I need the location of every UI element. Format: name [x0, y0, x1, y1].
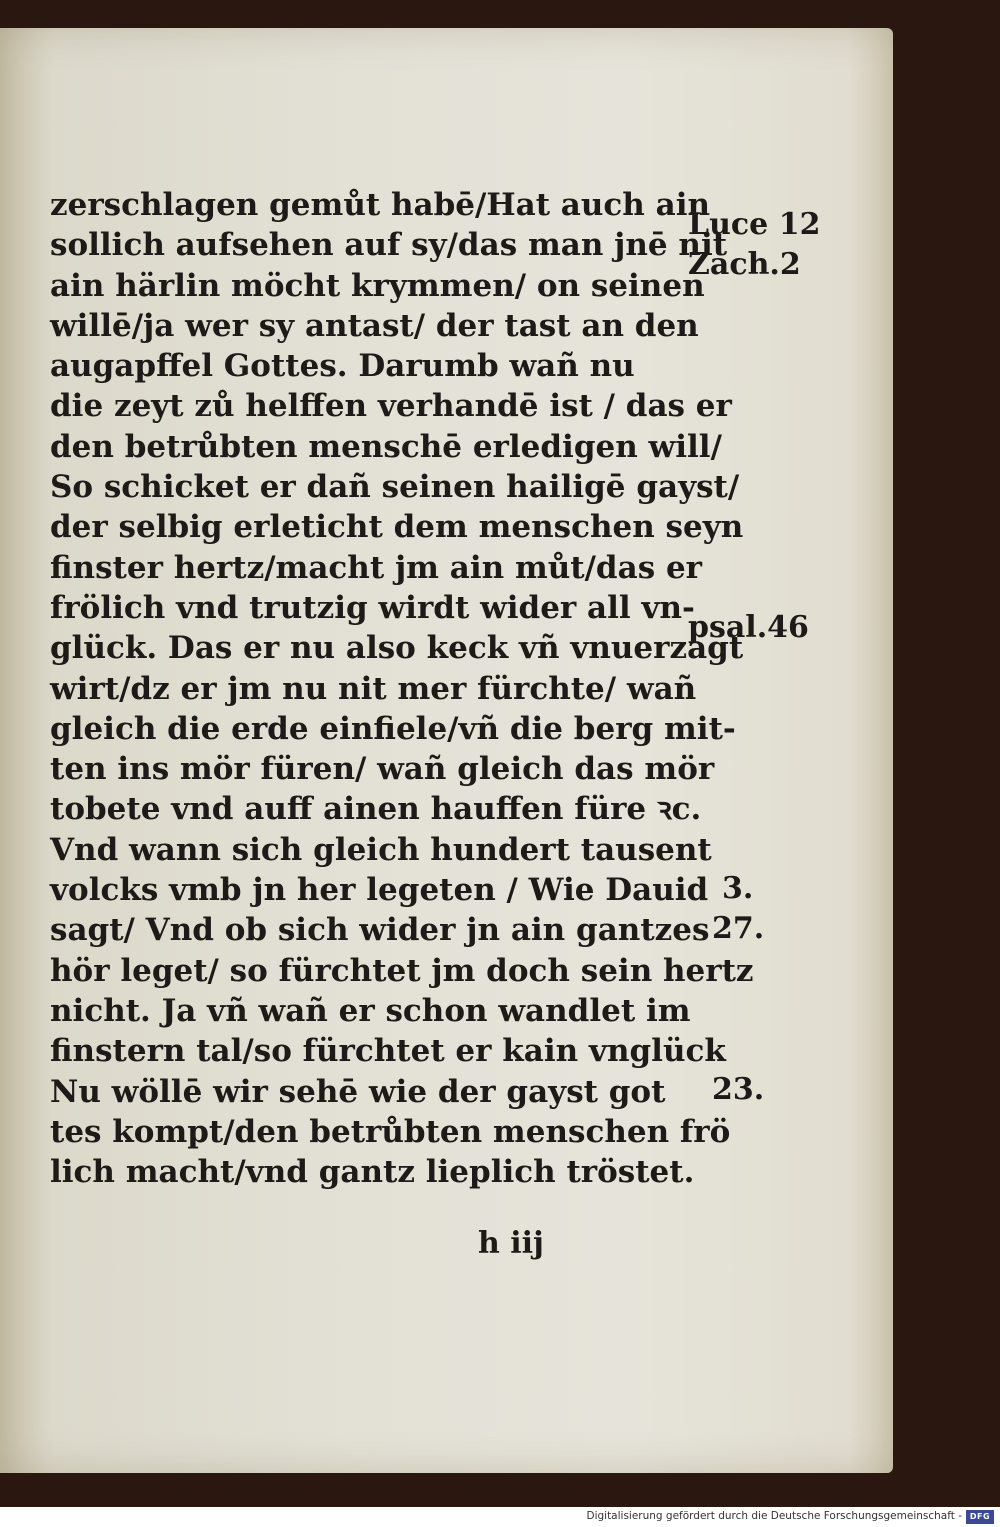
- text-line: sagt/ Vnd ob sich wider jn ain gantzes: [50, 912, 710, 949]
- text-line: der selbig erleticht dem menschen seyn: [50, 509, 744, 546]
- margin-note-3: 3.: [722, 871, 754, 906]
- margin-note-zach: Zach.2: [688, 247, 801, 282]
- text-line: Nu wöllē wir sehē wie der gayst got: [50, 1073, 666, 1110]
- margin-note-psal: psal.46: [688, 610, 809, 645]
- text-line: volcks vmb jn her legeten / Wie Dauid: [50, 872, 709, 909]
- dfg-logo: DFG: [966, 1510, 994, 1524]
- margin-note-luce: Luce 12: [688, 207, 821, 242]
- text-line: nicht. Ja vñ wañ er schon wandlet im: [50, 992, 691, 1029]
- text-line: glück. Das er nu also keck vñ vnuerzagt: [50, 630, 744, 667]
- margin-note-27: 27.: [712, 911, 765, 946]
- footer-bar: [0, 1507, 1000, 1527]
- text-line: finstern tal/so fürchtet er kain vnglück: [50, 1033, 726, 1070]
- text-line: So schicket er dañ seinen hailigē gayst/: [50, 469, 740, 506]
- text-line: frölich vnd trutzig wirdt wider all vn-: [50, 589, 695, 626]
- text-line: hör leget/ so fürchtet jm doch sein hertz: [50, 952, 754, 989]
- text-line: lich macht/vnd gantz lieplich tröstet.: [50, 1154, 695, 1191]
- text-line: den betrůbten menschē erledigen will/: [50, 428, 722, 465]
- text-line: wirt/dz er jm nu nit mer fürchte/ wañ: [50, 670, 697, 707]
- text-line: willē/ja wer sy antast/ der tast an den: [50, 307, 699, 344]
- text-line: zerschlagen gemůt habē/Hat auch ain: [50, 187, 711, 223]
- text-line: finster hertz/macht jm ain můt/das er: [50, 549, 702, 586]
- text-line: Vnd wann sich gleich hundert tausent: [50, 831, 712, 868]
- margin-note-23: 23.: [712, 1072, 765, 1107]
- text-line: ain härlin möcht krymmen/ on seinen: [50, 267, 705, 304]
- signature-mark: h iij: [478, 1226, 544, 1261]
- text-line: die zeyt zů helffen verhandē ist / das er: [50, 388, 732, 425]
- footer-credit: Digitalisierung gefördert durch die Deutsche Forschungsgemeinschaft -: [586, 1510, 962, 1522]
- text-line: ten ins mör füren/ wañ gleich das mör: [50, 751, 715, 788]
- text-line: augapffel Gottes. Darumb wañ nu: [50, 348, 635, 385]
- text-line: sollich aufsehen auf sy/das man jnē nit: [50, 227, 728, 264]
- page-paper: [0, 28, 893, 1473]
- text-line: tes kompt/den betrůbten menschen frö: [50, 1113, 731, 1150]
- text-line: gleich die erde einfiele/vñ die berg mit-: [50, 710, 736, 747]
- text-line: tobete vnd auff ainen hauffen füre ꝛc.: [50, 791, 702, 828]
